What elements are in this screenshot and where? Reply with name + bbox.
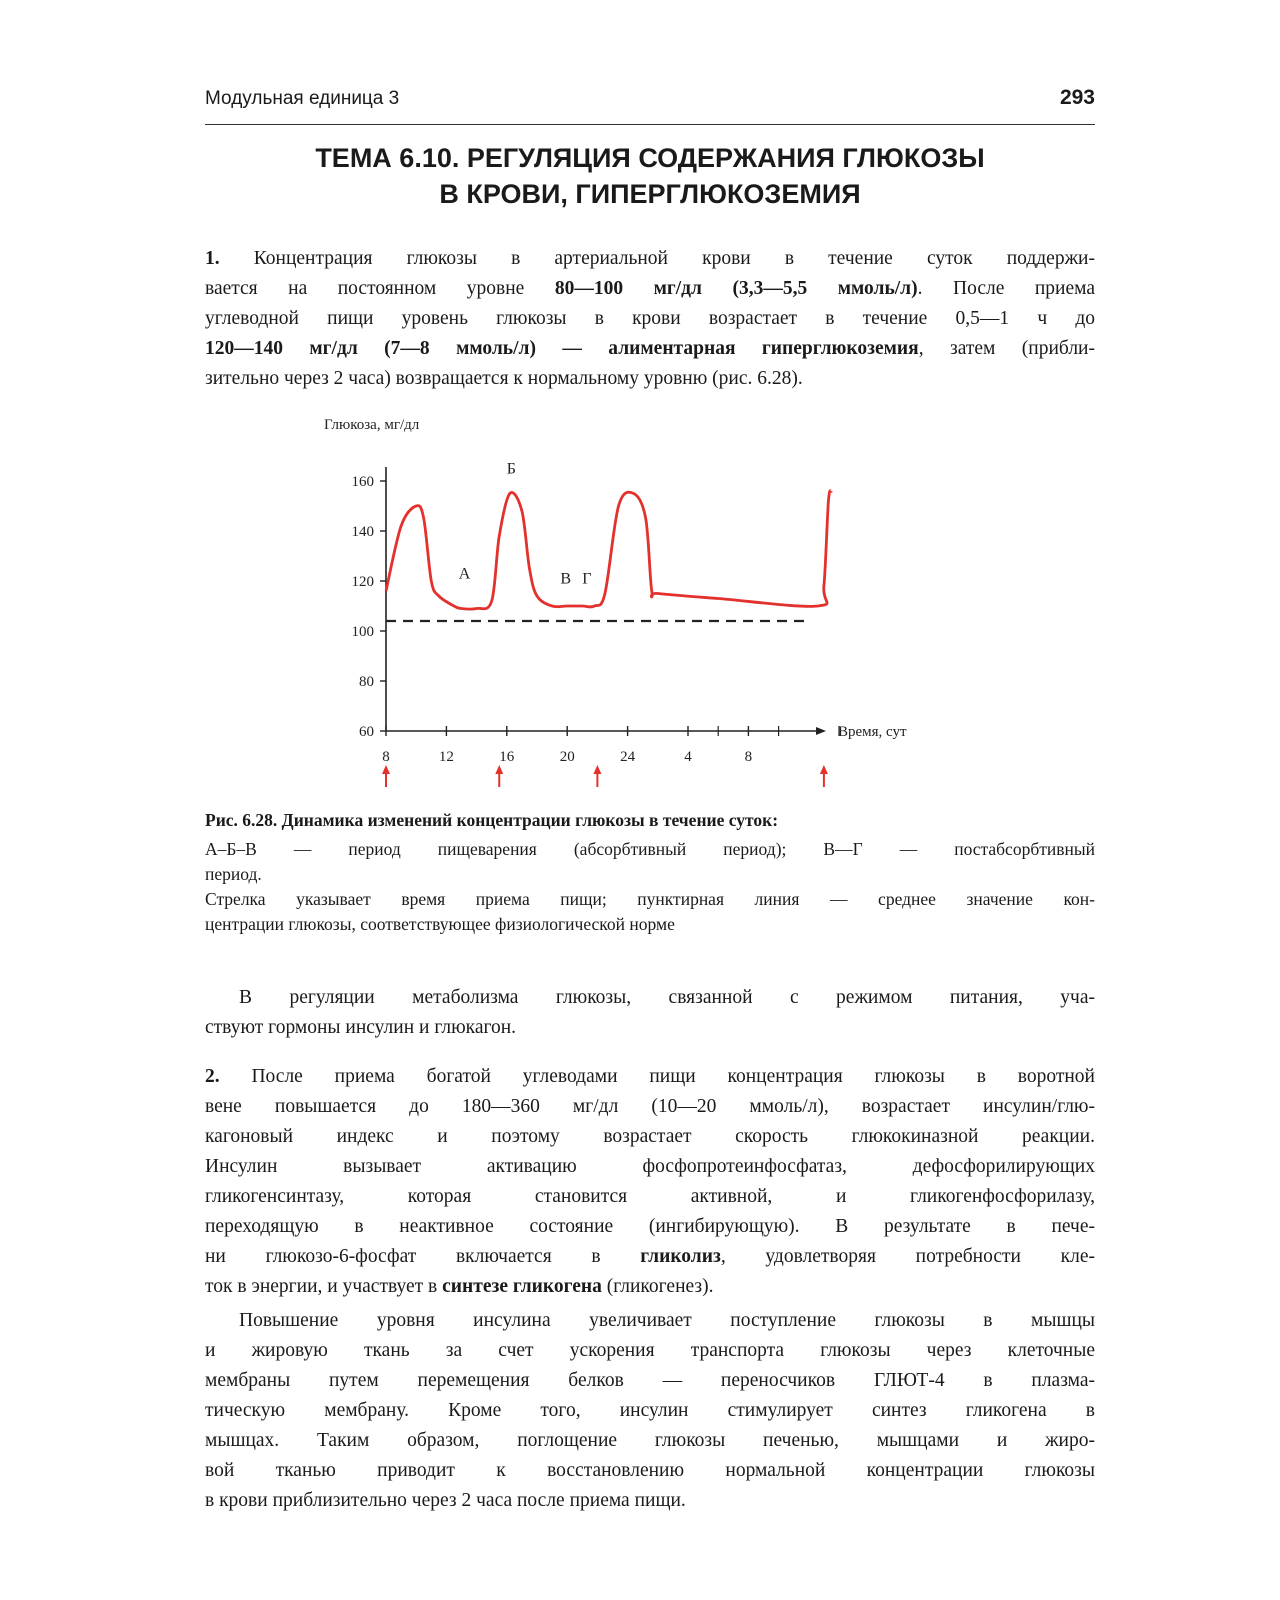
x-tick-label: 12	[438, 749, 454, 765]
page-title	[205, 140, 1095, 212]
title-line-2: В КРОВИ, ГИПЕРГЛЮКОЗЕМИЯ	[439, 179, 861, 209]
text-line: ни глюкозо-6-фосфат включается в гликолиз, удовлетворяя потребности кле-	[205, 1246, 1095, 1267]
point-label: А	[458, 565, 471, 583]
figure-caption	[205, 808, 1095, 937]
text-line: В регуляции метаболизма глюкозы, связанной с режимом питания, уча-	[239, 987, 1095, 1008]
y-axis-label: Глюкоза, мг/дл	[324, 417, 420, 433]
y-tick-label: 160	[351, 474, 374, 490]
section-name: Модульная единица 3	[205, 88, 400, 109]
chart-svg	[310, 415, 970, 815]
title-line-1: ТЕМА 6.10. РЕГУЛЯЦИЯ СОДЕРЖАНИЯ ГЛЮКОЗЫ	[315, 143, 985, 173]
text-line: вается на постоянном уровне 80—100 мг/дл (3,3—5,5 ммоль/л). После приема	[205, 278, 1096, 299]
paragraph-2	[205, 983, 1095, 1043]
glucose-curve	[386, 491, 831, 610]
text-line: 1. Концентрация глюкозы в артериальной крови в течение суток поддержи-	[205, 248, 1095, 269]
y-tick-label: 120	[351, 574, 374, 590]
paragraph-4	[205, 1306, 1095, 1516]
x-tick-label: 8	[744, 749, 753, 765]
x-axis-label: Время, сут	[838, 724, 907, 740]
caption-line: центрации глюкозы, соответствующее физиологической норме	[205, 914, 675, 934]
text-line: Повышение уровня инсулина увеличивает поступление глюкозы в мышцы	[239, 1310, 1095, 1331]
text-line: в крови приблизительно через 2 часа после приема пищи.	[205, 1490, 686, 1511]
arrow-up-icon	[495, 765, 503, 774]
text-line: 2. После приема богатой углеводами пищи концентрация глюкозы в воротной	[205, 1066, 1095, 1087]
arrow-up-icon	[593, 765, 601, 774]
paragraph-3	[205, 1062, 1095, 1302]
paragraph-1	[205, 244, 1095, 394]
text-line: ток в энергии, и участвует в синтезе гликогена (гликогенез).	[205, 1276, 714, 1297]
text-line: вой тканью приводит к восстановлению нормальной концентрации глюкозы	[205, 1460, 1095, 1481]
text-line: кагоновый индекс и поэтому возрастает скорость глюкокиназной реакции.	[205, 1126, 1095, 1147]
glucose-chart	[310, 415, 970, 815]
text-line: ствуют гормоны инсулин и глюкагон.	[205, 1017, 517, 1038]
caption-title: Рис. 6.28. Динамика изменений концентрации глюкозы в течение суток:	[205, 810, 779, 830]
text-line: вене повышается до 180—360 мг/дл (10—20 ммоль/л), возрастает инсулин/глю-	[205, 1096, 1095, 1117]
y-tick-label: 100	[351, 624, 374, 640]
page-header	[205, 86, 1095, 125]
x-tick-label: 20	[559, 749, 575, 765]
point-label: Г	[582, 570, 592, 588]
page-number: 293	[1059, 86, 1095, 109]
text-line: переходящую в неактивное состояние (ингибирующую). В результате в пече-	[205, 1216, 1095, 1237]
x-tick-label: 8	[382, 749, 390, 765]
text-line: и жировую ткань за счет ускорения транспорта глюкозы через клеточные	[205, 1340, 1095, 1361]
x-axis-arrow-icon	[816, 727, 826, 735]
point-label: Б	[506, 460, 516, 478]
arrow-up-icon	[820, 765, 828, 774]
y-tick-label: 80	[359, 674, 374, 690]
text-line: 120—140 мг/дл (7—8 ммоль/л) — алиментарная гиперглюкоземия, затем (прибли-	[205, 338, 1095, 359]
arrow-up-icon	[382, 765, 390, 774]
x-tick-label: 16	[499, 749, 515, 765]
x-tick-label: 4	[684, 749, 692, 765]
text-line: мембраны путем перемещения белков — переносчиков ГЛЮТ-4 в плазма-	[205, 1370, 1095, 1391]
text-line: углеводной пищи уровень глюкозы в крови возрастает в течение 0,5—1 ч до	[205, 308, 1095, 329]
text-line: зительно через 2 часа) возвращается к нормальному уровню (рис. 6.28).	[205, 368, 803, 389]
point-label: В	[560, 570, 572, 588]
caption-line: Стрелка указывает время приема пищи; пунктирная линия — среднее значение кон-	[205, 889, 1095, 909]
y-tick-label: 60	[359, 724, 374, 740]
text-line: тическую мембрану. Кроме того, инсулин стимулирует синтез гликогена в	[205, 1400, 1095, 1421]
text-line: Инсулин вызывает активацию фосфопротеинфосфатаз, дефосфорилирующих	[205, 1156, 1095, 1177]
text-line: мышцах. Таким образом, поглощение глюкозы печенью, мышцами и жиро-	[205, 1430, 1095, 1451]
caption-line: А–Б–В — период пищеварения (абсорбтивный период); В—Г — постабсорбтивный	[205, 839, 1095, 859]
caption-line: период.	[205, 864, 262, 884]
text-line: гликогенсинтазу, которая становится активной, и гликогенфосфорилазу,	[205, 1186, 1095, 1207]
y-tick-label: 140	[351, 524, 374, 540]
x-tick-label: 24	[620, 749, 636, 765]
